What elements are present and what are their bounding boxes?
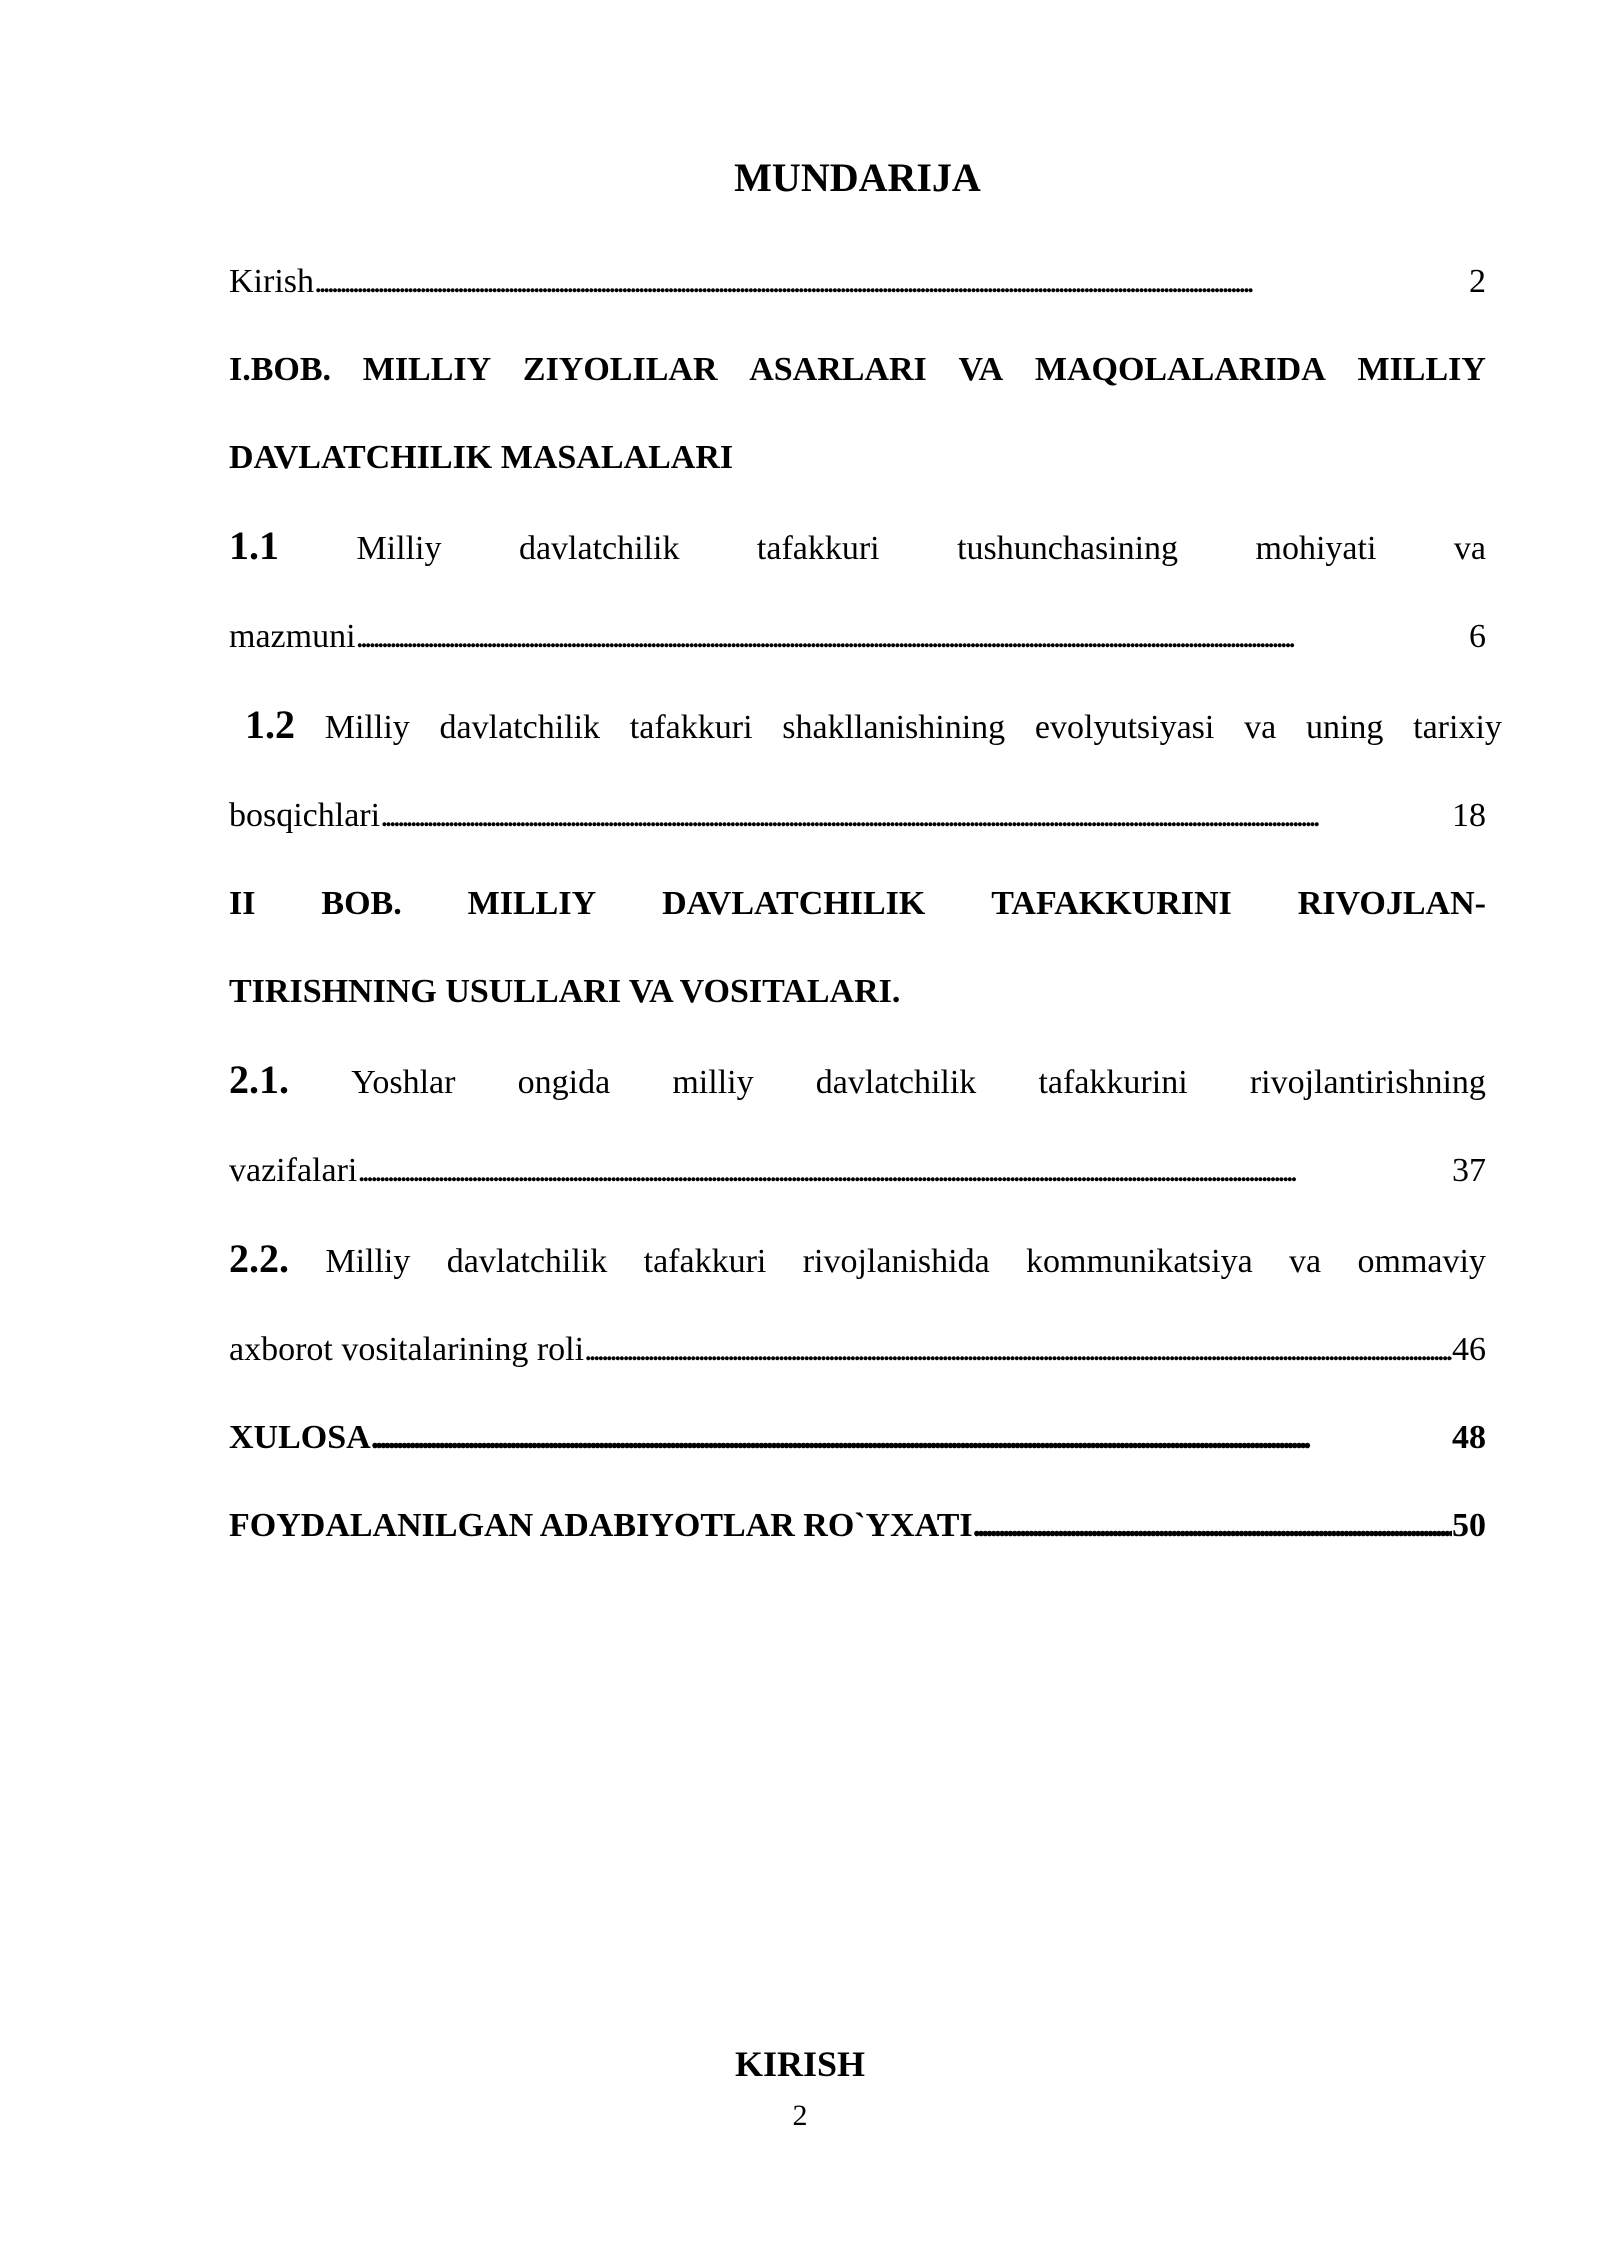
toc-entry-page: 46 <box>1452 1331 1486 1368</box>
toc-word: MILLIY <box>1357 351 1486 388</box>
toc-word: davlatchilik <box>518 530 680 567</box>
page-number: 2 <box>792 2099 808 2132</box>
toc-word: MAQOLALARIDA <box>1034 351 1326 388</box>
toc-section-1-1-line1 <box>229 502 1486 593</box>
dot-leader <box>371 1394 1452 1482</box>
toc-entry-page: 2 <box>1469 263 1486 300</box>
section-number: 1.1 <box>229 523 279 568</box>
toc-entry-page: 6 <box>1469 618 1486 655</box>
toc-word: va <box>1453 530 1486 567</box>
dot-leader <box>357 1127 1452 1215</box>
toc-word: tushunchasining <box>957 530 1179 567</box>
toc-entry-label: axborot vositalarining roli <box>229 1331 585 1368</box>
toc-word: va <box>1244 709 1277 746</box>
toc-entry-label: vazifalari <box>229 1152 358 1189</box>
toc-word: ASARLARI <box>749 351 927 388</box>
toc-word: ommaviy <box>1357 1243 1486 1280</box>
toc-entry-page: 48 <box>1452 1419 1486 1456</box>
toc-entry-xulosa <box>229 1394 1486 1482</box>
toc-word: davlatchilik <box>815 1064 977 1101</box>
toc-word: RIVOJLAN- <box>1297 885 1486 922</box>
toc-entry-page: 18 <box>1452 797 1486 834</box>
toc-entry-page: 37 <box>1452 1152 1486 1189</box>
toc-section-2-1-line2 <box>229 1127 1486 1215</box>
toc-word: tafakkuri <box>629 709 753 746</box>
toc-word: milliy <box>672 1064 754 1101</box>
toc-word: tafakkurini <box>1038 1064 1188 1101</box>
toc-word: Yoshlar <box>351 1064 456 1101</box>
toc-section-1-2-line2 <box>229 772 1486 860</box>
toc-word: II <box>229 885 256 922</box>
toc-word: davlatchilik <box>446 1243 608 1280</box>
toc-word: Milliy <box>325 1243 411 1280</box>
toc-word: tarixiy <box>1413 709 1502 746</box>
toc-word: tafakkuri <box>756 530 880 567</box>
dot-leader <box>380 772 1452 860</box>
dot-leader <box>314 238 1469 326</box>
toc-section-2-2-line2 <box>229 1306 1486 1394</box>
toc-entry-label: XULOSA <box>229 1419 371 1456</box>
section-number: 2.2. <box>229 1236 289 1281</box>
toc-chapter-1-line2 <box>229 414 1486 502</box>
toc-chapter-2-line1 <box>229 860 1486 948</box>
toc-entry-label: bosqichlari <box>229 797 381 834</box>
toc-word: va <box>1289 1243 1322 1280</box>
section-number: 2.1. <box>229 1057 289 1102</box>
toc-word: shakllanishining <box>782 709 1006 746</box>
toc-section-1-2-line1 <box>229 681 1502 772</box>
toc-word: BOB. <box>321 885 402 922</box>
next-section-heading: KIRISH <box>734 2044 866 2084</box>
toc-chapter-2-line2 <box>229 948 1486 1036</box>
toc-word: I.BOB. <box>229 351 332 388</box>
toc-section-2-2-line1 <box>229 1215 1486 1306</box>
toc-section-1-1-line2 <box>229 593 1486 681</box>
toc-entry-kirish <box>229 238 1486 326</box>
toc-entry-adabiyotlar <box>229 1482 1486 1570</box>
toc-word: rivojlanishida <box>802 1243 990 1280</box>
dot-leader <box>584 1306 1452 1394</box>
toc-word: rivojlantirishning <box>1249 1064 1486 1101</box>
toc-word: MILLIY <box>362 351 492 388</box>
toc-entry-page: 50 <box>1452 1507 1486 1544</box>
dot-leader <box>973 1482 1452 1570</box>
toc-word: evolyutsiyasi <box>1034 709 1215 746</box>
toc-word: mohiyati <box>1255 530 1377 567</box>
toc-word: Milliy <box>356 530 442 567</box>
toc-word: Milliy <box>324 709 410 746</box>
toc-title: MUNDARIJA <box>734 155 981 200</box>
toc-word: ongida <box>517 1064 611 1101</box>
toc-word: DAVLATCHILIK <box>662 885 926 922</box>
toc-word: ZIYOLILAR <box>522 351 718 388</box>
toc-entry-label: mazmuni <box>229 618 356 655</box>
toc-section-2-1-line1 <box>229 1036 1486 1127</box>
toc-word: MILLIY <box>467 885 597 922</box>
toc-entry-label: Kirish <box>229 263 314 300</box>
toc-chapter-title: TIRISHNING USULLARI VA VOSITALARI. <box>229 973 901 1010</box>
toc-word: uning <box>1305 709 1384 746</box>
toc-word: kommunikatsiya <box>1026 1243 1253 1280</box>
toc-word: VA <box>958 351 1004 388</box>
toc-entry-label: FOYDALANILGAN ADABIYOTLAR RO`YXATI <box>229 1507 973 1544</box>
toc-word: davlatchilik <box>439 709 601 746</box>
toc-word: tafakkuri <box>643 1243 767 1280</box>
toc-chapter-title: DAVLATCHILIK MASALALARI <box>229 439 734 476</box>
toc-chapter-1-line1 <box>229 326 1486 414</box>
section-number: 1.2 <box>245 702 295 747</box>
toc-word: TAFAKKURINI <box>991 885 1232 922</box>
table-of-contents <box>229 150 1502 1570</box>
dot-leader <box>356 593 1469 681</box>
